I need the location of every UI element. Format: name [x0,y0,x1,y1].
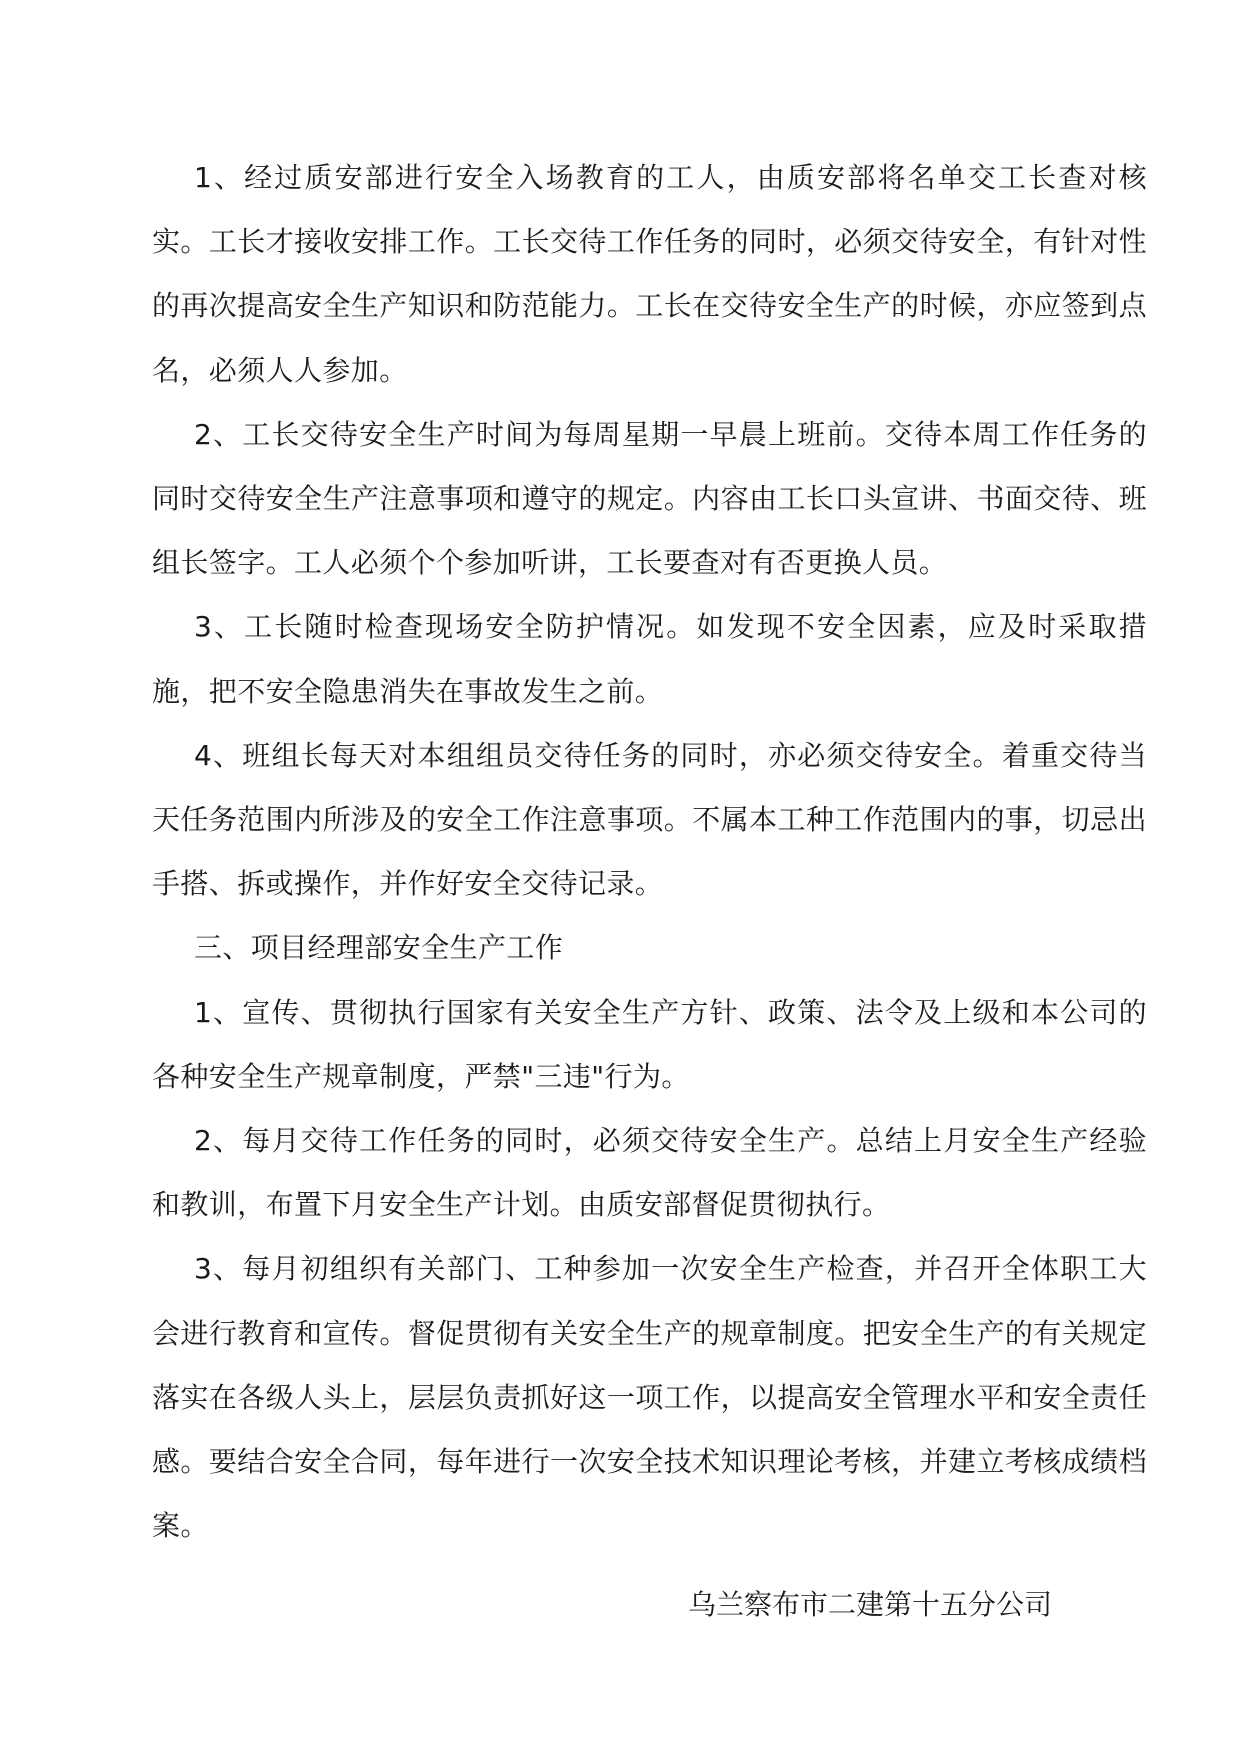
paragraph-6: 2、每月交待工作任务的同时，必须交待安全生产。总结上月安全生产经验和教训，布置下月安全生产计划。由质安部督促贯彻执行。 [152,1124,1147,1222]
document-body [152,146,1147,1558]
paragraph-2: 2、工长交待安全生产时间为每周星期一早晨上班前。交待本周工作任务的同时交待安全生产注意事项和遵守的规定。内容由工长口头宣讲、书面交待、班组长签字。工人必须个个参加听讲，工长要查对有否更换人员。 [152,417,1147,580]
company-signature: 乌兰察布市二建第十五分公司 [688,1588,1053,1621]
section-heading: 三、项目经理部安全生产工作 [194,931,564,965]
paragraph-4: 4、班组长每天对本组组员交待任务的同时，亦必须交待安全。着重交待当天任务范围内所涉及的安全工作注意事项。不属本工种工作范围内的事，切忌出手搭、拆或操作，并作好安全交待记录。 [152,738,1147,901]
paragraph-7: 3、每月初组织有关部门、工种参加一次安全生产检查，并召开全体职工大会进行教育和宣传。督促贯彻有关安全生产的规章制度。把安全生产的有关规定落实在各级人头上，层层负责抓好这一项工作，以提高安全管理水平和安全责任感。要结合安全合同，每年进行一次安全技术知识理论考核，并建立考核成绩档案。 [152,1252,1147,1543]
paragraph-3: 3、工长随时检查现场安全防护情况。如发现不安全因素，应及时采取措施，把不安全隐患消失在事故发生之前。 [152,610,1147,708]
paragraph-1: 1、经过质安部进行安全入场教育的工人，由质安部将名单交工长查对核实。工长才接收安排工作。工长交待工作任务的同时，必须交待安全，有针对性的再次提高安全生产知识和防范能力。工长在交待安全生产的时候，亦应签到点名，必须人人参加。 [152,161,1147,387]
paragraph-5: 1、宣传、贯彻执行国家有关安全生产方针、政策、法令及上级和本公司的各种安全生产规章制度，严禁"三违"行为。 [152,995,1147,1093]
